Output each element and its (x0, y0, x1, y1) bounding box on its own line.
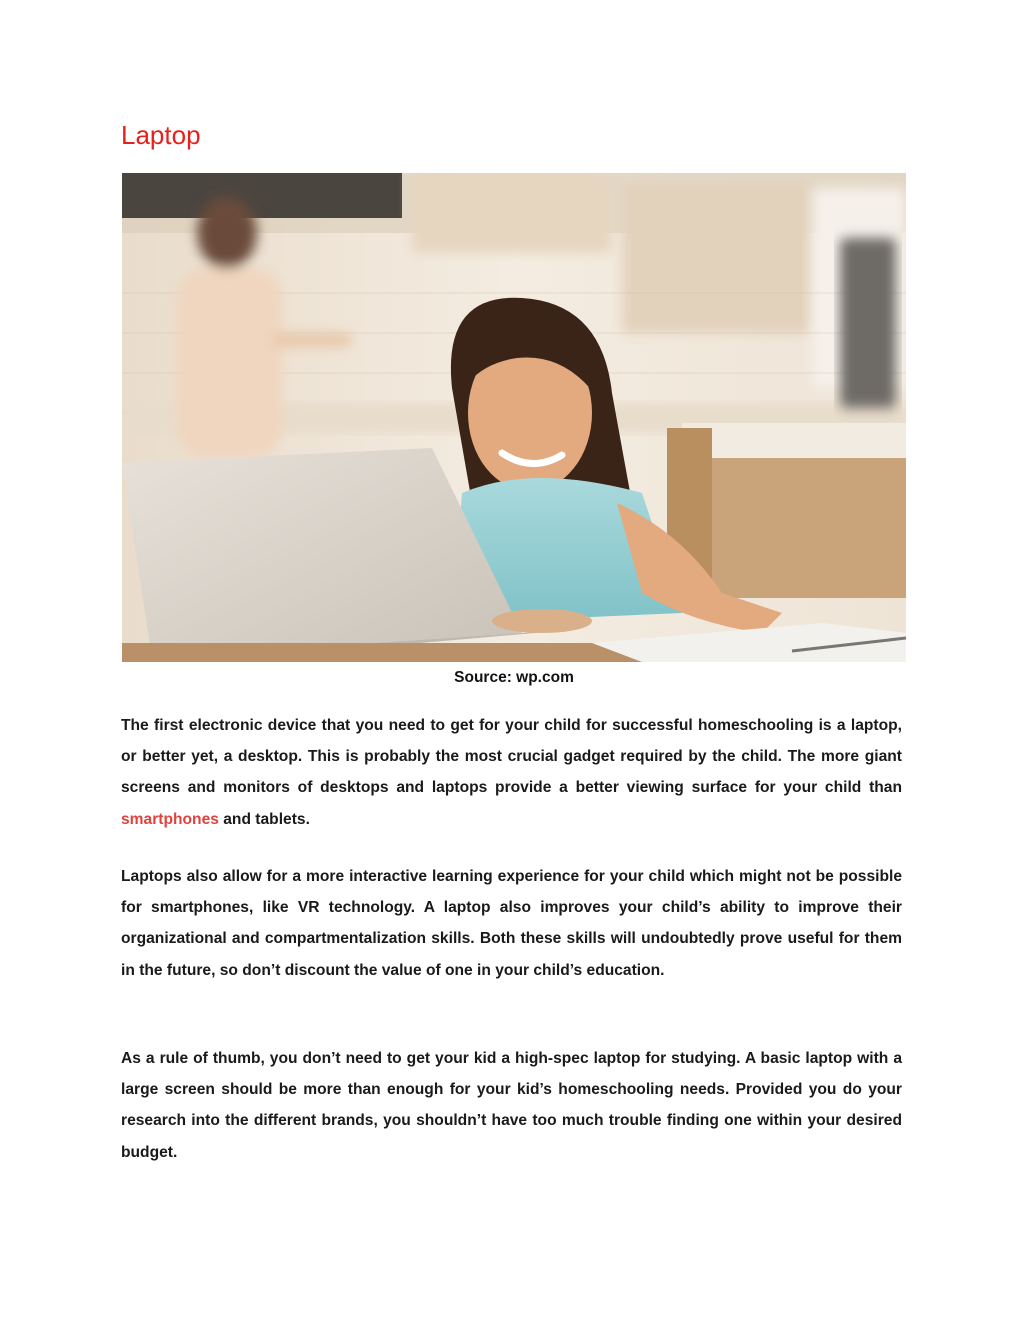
article-photo (122, 173, 906, 662)
paragraph-intro (121, 710, 902, 835)
paragraph-intro-text: The first electronic device that you need to get for your child for successful homeschooling is a laptop, or better yet, a desktop. This is probably the most crucial gadget required by the child. The more giant screens and monitors of desktops and laptops provide a better viewing surface for your child than (121, 717, 902, 797)
smartphones-link[interactable]: smartphones (121, 810, 219, 828)
paragraph-rule-of-thumb: As a rule of thumb, you don’t need to get your kid a high-spec laptop for studying. A basic laptop with a large screen should be more than enough for your kid’s homeschooling needs. Provided you do your research into the different brands, you shouldn’t have too much trouble finding one within your desired budget. (121, 1050, 902, 1161)
image-caption: Source: wp.com (454, 669, 574, 686)
paragraph-interactive-learning: Laptops also allow for a more interactive learning experience for your child which might not be possible for smartphones, like VR technology. A laptop also improves your child’s ability to improve their organizational and compartmentalization skills. Both these skills will undoubtedly prove useful for them in the future, so don’t discount the value of one in your child’s education. (121, 868, 902, 979)
paragraph-intro-text-end: and tablets. (218, 810, 310, 828)
girl-with-laptop-illustration (122, 173, 906, 662)
section-heading: Laptop (121, 120, 201, 150)
